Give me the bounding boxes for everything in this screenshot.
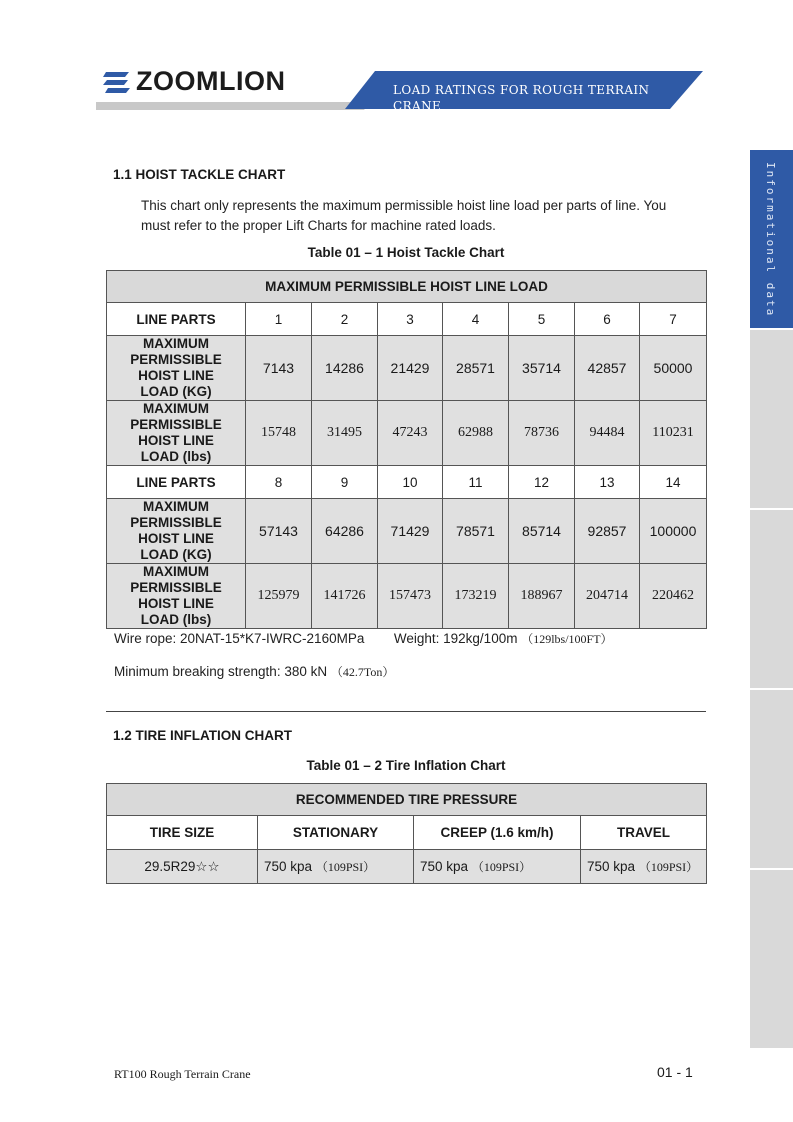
lbs-row-label xyxy=(107,401,246,466)
line-parts-cell: 8 xyxy=(246,466,312,499)
page-number: 01 - 1 xyxy=(657,1064,693,1080)
load-lbs-cell: 47243 xyxy=(378,401,443,466)
lbs-label-line: MAXIMUM xyxy=(143,564,209,579)
breaking-strength: Minimum breaking strength: 380 kN xyxy=(114,664,328,679)
line-parts-cell: 10 xyxy=(378,466,443,499)
load-lbs-cell: 94484 xyxy=(575,401,640,466)
line-parts-cell: 14 xyxy=(640,466,707,499)
load-lbs-cell: 125979 xyxy=(246,564,312,629)
lbs-label-line: PERMISSIBLE xyxy=(130,417,222,432)
load-kg-cell: 50000 xyxy=(640,336,707,401)
table-row xyxy=(107,466,707,499)
load-kg-cell: 85714 xyxy=(509,499,575,564)
table-title: MAXIMUM PERMISSIBLE HOIST LINE LOAD xyxy=(107,271,707,303)
column-header: TRAVEL xyxy=(581,816,707,850)
pressure-psi: （109PSI） xyxy=(315,860,376,874)
table-caption-hoist: Table 01 – 1 Hoist Tackle Chart xyxy=(307,245,505,260)
kg-label-line: PERMISSIBLE xyxy=(130,352,222,367)
footer-model: RT100 Rough Terrain Crane xyxy=(114,1067,251,1081)
load-lbs-cell: 31495 xyxy=(312,401,378,466)
line-parts-label: LINE PARTS xyxy=(107,466,246,499)
table-row xyxy=(107,816,707,850)
breaking-strength-ton: （42.7Ton） xyxy=(330,665,395,679)
wire-rope-spec: Wire rope: 20NAT-15*K7-IWRC-2160MPa xyxy=(114,631,365,646)
intro-line-1: This chart only represents the maximum permissible hoist line load per parts of line. You xyxy=(141,198,667,213)
line-parts-cell: 6 xyxy=(575,303,640,336)
side-tab-4[interactable] xyxy=(750,690,793,868)
load-kg-cell: 14286 xyxy=(312,336,378,401)
load-kg-cell: 35714 xyxy=(509,336,575,401)
kg-label-line: HOIST LINE xyxy=(138,531,214,546)
kg-label-line: HOIST LINE xyxy=(138,368,214,383)
load-lbs-cell: 78736 xyxy=(509,401,575,466)
pressure-kpa: 750 kpa xyxy=(587,859,636,874)
section-heading-tire-inflation: 1.2 TIRE INFLATION CHART xyxy=(113,728,293,743)
table-caption-tire: Table 01 – 2 Tire Inflation Chart xyxy=(306,758,506,773)
table-row xyxy=(107,401,707,466)
side-tab-label: Informational data xyxy=(764,162,777,318)
table-row xyxy=(107,564,707,629)
header-banner-text: LOAD RATINGS FOR ROUGH TERRAIN CRANE xyxy=(393,83,650,113)
brand-logo-text: ZOOMLION xyxy=(136,66,286,96)
lbs-label-line: LOAD (lbs) xyxy=(140,449,212,464)
kg-label-line: PERMISSIBLE xyxy=(130,515,222,530)
wire-weight: Weight: 192kg/100m xyxy=(393,631,518,646)
load-lbs-cell: 157473 xyxy=(378,564,443,629)
wire-rope-note xyxy=(114,630,613,647)
pressure-psi: （109PSI） xyxy=(638,860,699,874)
load-kg-cell: 100000 xyxy=(640,499,707,564)
lbs-label-line: MAXIMUM xyxy=(143,401,209,416)
side-tab-3[interactable] xyxy=(750,510,793,688)
lbs-label-line: PERMISSIBLE xyxy=(130,580,222,595)
load-kg-cell: 71429 xyxy=(378,499,443,564)
side-tab-informational-data[interactable] xyxy=(750,150,793,328)
column-header: STATIONARY xyxy=(258,816,414,850)
table-row xyxy=(107,303,707,336)
table-row xyxy=(107,850,707,884)
intro-paragraph xyxy=(141,196,701,236)
lbs-label-line: HOIST LINE xyxy=(138,433,214,448)
load-lbs-cell: 110231 xyxy=(640,401,707,466)
line-parts-cell: 3 xyxy=(378,303,443,336)
pressure-kpa: 750 kpa xyxy=(420,859,469,874)
load-lbs-cell: 141726 xyxy=(312,564,378,629)
line-parts-cell: 9 xyxy=(312,466,378,499)
side-tab-2[interactable] xyxy=(750,330,793,508)
line-parts-cell: 7 xyxy=(640,303,707,336)
kg-row-label xyxy=(107,499,246,564)
stationary-pressure-cell xyxy=(258,850,414,884)
load-lbs-cell: 62988 xyxy=(443,401,509,466)
breaking-strength-note xyxy=(114,663,394,680)
load-kg-cell: 57143 xyxy=(246,499,312,564)
load-lbs-cell: 204714 xyxy=(575,564,640,629)
load-kg-cell: 64286 xyxy=(312,499,378,564)
line-parts-cell: 5 xyxy=(509,303,575,336)
tire-table-title: RECOMMENDED TIRE PRESSURE xyxy=(107,784,707,816)
table-row xyxy=(107,499,707,564)
kg-row-label xyxy=(107,336,246,401)
kg-label-line: LOAD (KG) xyxy=(140,547,212,562)
line-parts-cell: 12 xyxy=(509,466,575,499)
kg-label-line: MAXIMUM xyxy=(143,499,209,514)
load-lbs-cell: 173219 xyxy=(443,564,509,629)
line-parts-cell: 13 xyxy=(575,466,640,499)
column-header: CREEP (1.6 km/h) xyxy=(414,816,581,850)
table-row xyxy=(107,336,707,401)
pressure-psi: （109PSI） xyxy=(471,860,532,874)
side-tab-5[interactable] xyxy=(750,870,793,1048)
tire-size-cell: 29.5R29☆☆ xyxy=(107,850,258,884)
load-lbs-cell: 15748 xyxy=(246,401,312,466)
lbs-label-line: HOIST LINE xyxy=(138,596,214,611)
line-parts-cell: 11 xyxy=(443,466,509,499)
load-kg-cell: 92857 xyxy=(575,499,640,564)
lbs-label-line: LOAD (lbs) xyxy=(140,612,212,627)
tire-inflation-table xyxy=(106,783,707,884)
load-lbs-cell: 220462 xyxy=(640,564,707,629)
intro-line-2: must refer to the proper Lift Charts for machine rated loads. xyxy=(141,218,496,233)
line-parts-cell: 1 xyxy=(246,303,312,336)
column-header: TIRE SIZE xyxy=(107,816,258,850)
load-kg-cell: 7143 xyxy=(246,336,312,401)
load-kg-cell: 28571 xyxy=(443,336,509,401)
load-kg-cell: 78571 xyxy=(443,499,509,564)
lbs-row-label xyxy=(107,564,246,629)
line-parts-label: LINE PARTS xyxy=(107,303,246,336)
line-parts-cell: 2 xyxy=(312,303,378,336)
hoist-tackle-table xyxy=(106,270,707,629)
load-lbs-cell: 188967 xyxy=(509,564,575,629)
line-parts-cell: 4 xyxy=(443,303,509,336)
section-divider xyxy=(106,711,706,712)
kg-label-line: LOAD (KG) xyxy=(140,384,212,399)
load-kg-cell: 42857 xyxy=(575,336,640,401)
creep-pressure-cell xyxy=(414,850,581,884)
travel-pressure-cell xyxy=(581,850,707,884)
load-kg-cell: 21429 xyxy=(378,336,443,401)
section-heading-hoist-tackle: 1.1 HOIST TACKLE CHART xyxy=(113,167,286,182)
kg-label-line: MAXIMUM xyxy=(143,336,209,351)
wire-weight-imperial: （129lbs/100FT） xyxy=(521,632,613,646)
pressure-kpa: 750 kpa xyxy=(264,859,313,874)
